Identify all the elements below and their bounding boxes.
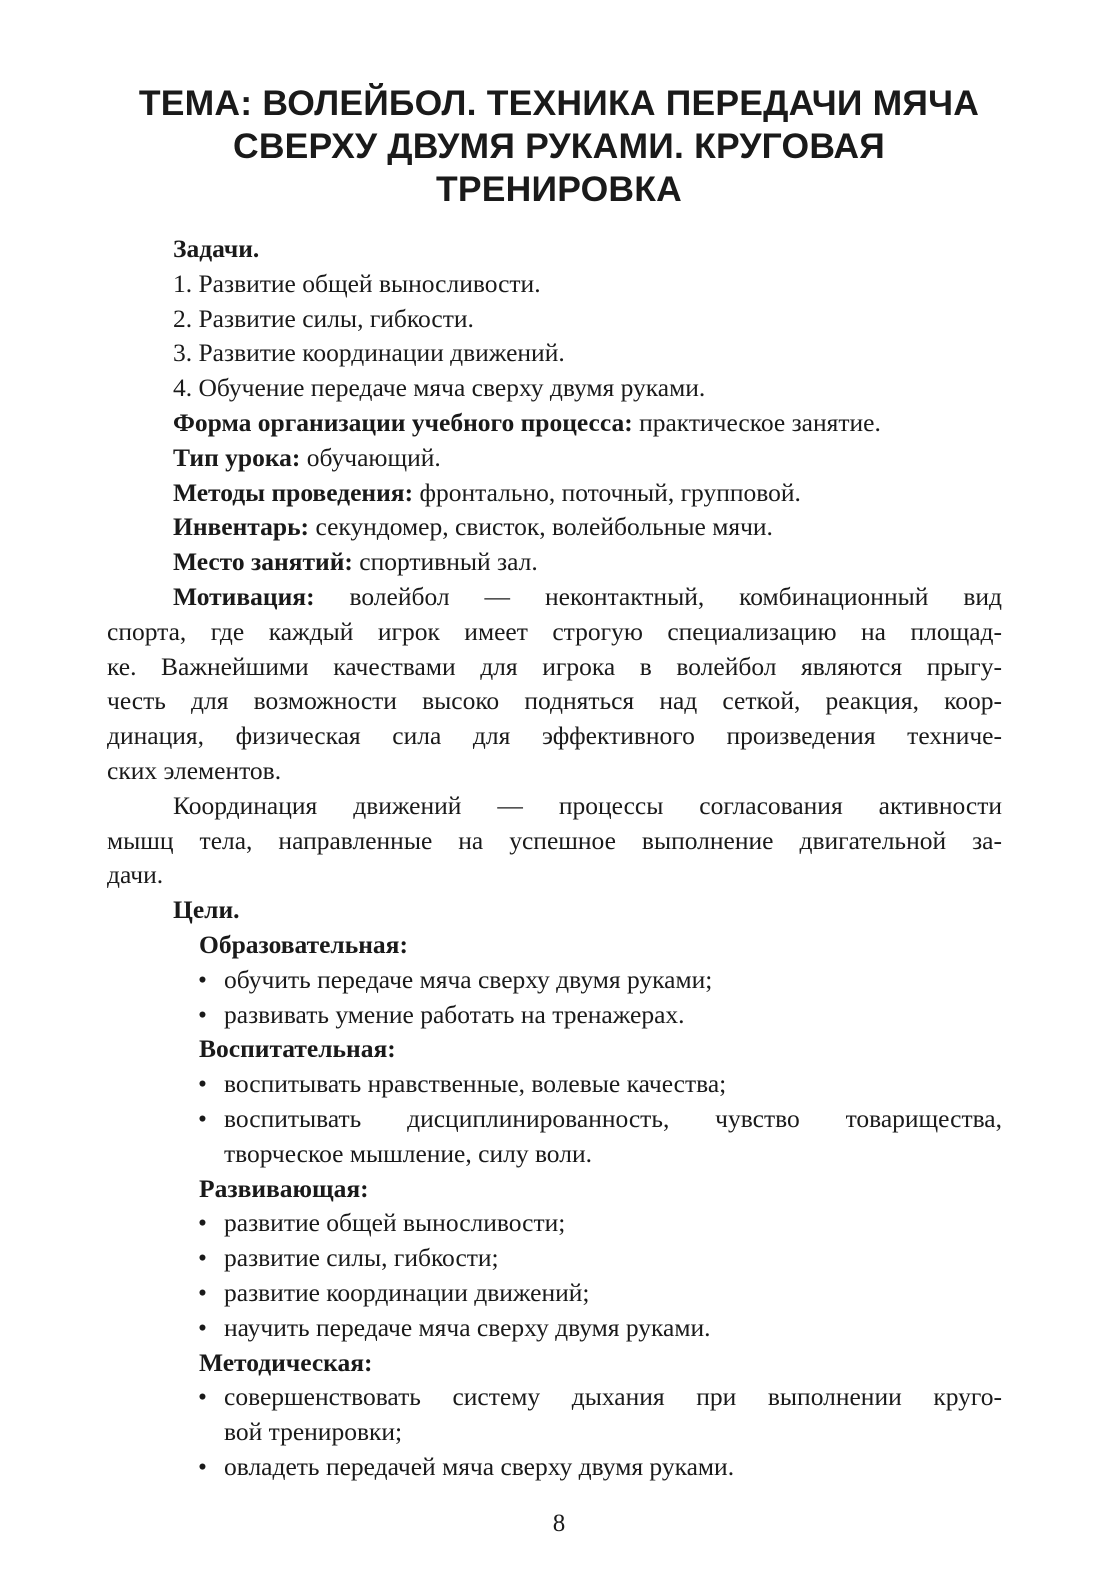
motivation-line: динация, физическая сила для эффективного произведения техниче- (107, 721, 1002, 751)
bullet-continuation: творческое мышление, силу воли. (224, 1138, 592, 1168)
title-line: СВЕРХУ ДВУМЯ РУКАМИ. КРУГОВАЯ (233, 126, 885, 166)
field-methods (107, 476, 1002, 511)
bullet-icon: • (198, 1069, 207, 1099)
page-title (60, 82, 1058, 211)
bullet-icon: • (198, 999, 207, 1029)
bullet-item: • воспитывать дисциплинированность, чувство товарищества, (107, 1102, 1002, 1137)
motivation-first-line: Мотивация: волейбол — неконтактный, комбинационный вид (173, 581, 1002, 611)
field-label: Тип урока: (173, 442, 301, 472)
bullet-icon: • (198, 964, 207, 994)
tasks-heading: Задачи. (173, 234, 260, 263)
field-value: спортивный зал. (352, 547, 538, 577)
field-value: практическое занятие. (632, 407, 881, 437)
field-value: секундомер, свисток, волейбольные мячи. (309, 512, 773, 542)
bullet-item: • овладеть передачей мяча сверху двумя руками. (107, 1450, 1002, 1485)
field-label: Методы проведения: (173, 477, 414, 507)
title-line: ТРЕНИРОВКА (436, 169, 682, 209)
field-lesson-type (107, 441, 1002, 476)
bullet-item: • совершенствовать систему дыхания при выполнении круго- (107, 1380, 1002, 1415)
motivation-line: ке. Важнейшими качествами для игрока в волейбол являются прыгу- (107, 651, 1002, 681)
bullet-icon: • (198, 1451, 207, 1481)
motivation-line: спорта, где каждый игрок имеет строгую специализацию на площад- (107, 616, 1002, 646)
bullet-icon: • (198, 1208, 207, 1238)
page-number: 8 (552, 1510, 566, 1537)
field-value: обучающий. (300, 442, 441, 472)
document-body (107, 232, 1002, 1485)
bullet-item: • научить передаче мяча сверху двумя руками. (107, 1311, 1002, 1346)
bullet-icon: • (198, 1103, 207, 1133)
coordination-line: Координация движений — процессы согласования активности (173, 790, 1002, 820)
field-lesson-form (107, 406, 1002, 441)
field-label: Место занятий: (173, 547, 353, 577)
task-item: 2. Развитие силы, гибкости. (173, 303, 474, 333)
motivation-label: Мотивация: (173, 581, 315, 611)
bullet-item: • развитие координации движений; (107, 1276, 1002, 1311)
title-line: ТЕМА: ВОЛЕЙБОЛ. ТЕХНИКА ПЕРЕДАЧИ МЯЧА (138, 83, 980, 123)
goal-group-title: Методическая: (199, 1347, 373, 1377)
field-equipment (107, 510, 1002, 545)
field-location (107, 545, 1002, 580)
field-value: фронтально, поточный, групповой. (413, 477, 801, 507)
goal-group-title: Образовательная: (199, 929, 408, 959)
bullet-item: • развивать умение работать на тренажерах. (107, 998, 1002, 1033)
bullet-icon: • (198, 1243, 207, 1273)
bullet-icon: • (198, 1312, 207, 1342)
goals-heading: Цели. (173, 895, 240, 925)
bullet-icon: • (198, 1382, 207, 1412)
bullet-icon: • (198, 1277, 207, 1307)
field-label: Инвентарь: (173, 512, 310, 542)
bullet-item: • обучить передаче мяча сверху двумя руками; (107, 963, 1002, 998)
field-label: Форма организации учебного процесса: (173, 407, 633, 437)
bullet-item: • развитие силы, гибкости; (107, 1241, 1002, 1276)
bullet-item: • воспитывать нравственные, волевые качества; (107, 1067, 1002, 1102)
motivation-line: честь для возможности высоко подняться над сеткой, реакция, коор- (107, 686, 1002, 716)
bullet-continuation: вой тренировки; (224, 1417, 403, 1447)
bullet-item: • развитие общей выносливости; (107, 1206, 1002, 1241)
goal-group-title: Развивающая: (199, 1173, 369, 1203)
coordination-line: мышц тела, направленные на успешное выполнение двигательной за- (107, 825, 1002, 855)
task-item: 4. Обучение передаче мяча сверху двумя руками. (173, 373, 706, 403)
coordination-line: дачи. (107, 860, 164, 890)
task-item: 3. Развитие координации движений. (173, 338, 565, 368)
task-item: 1. Развитие общей выносливости. (173, 268, 541, 298)
motivation-line: ских элементов. (107, 755, 282, 785)
goal-group-title: Воспитательная: (199, 1034, 396, 1064)
